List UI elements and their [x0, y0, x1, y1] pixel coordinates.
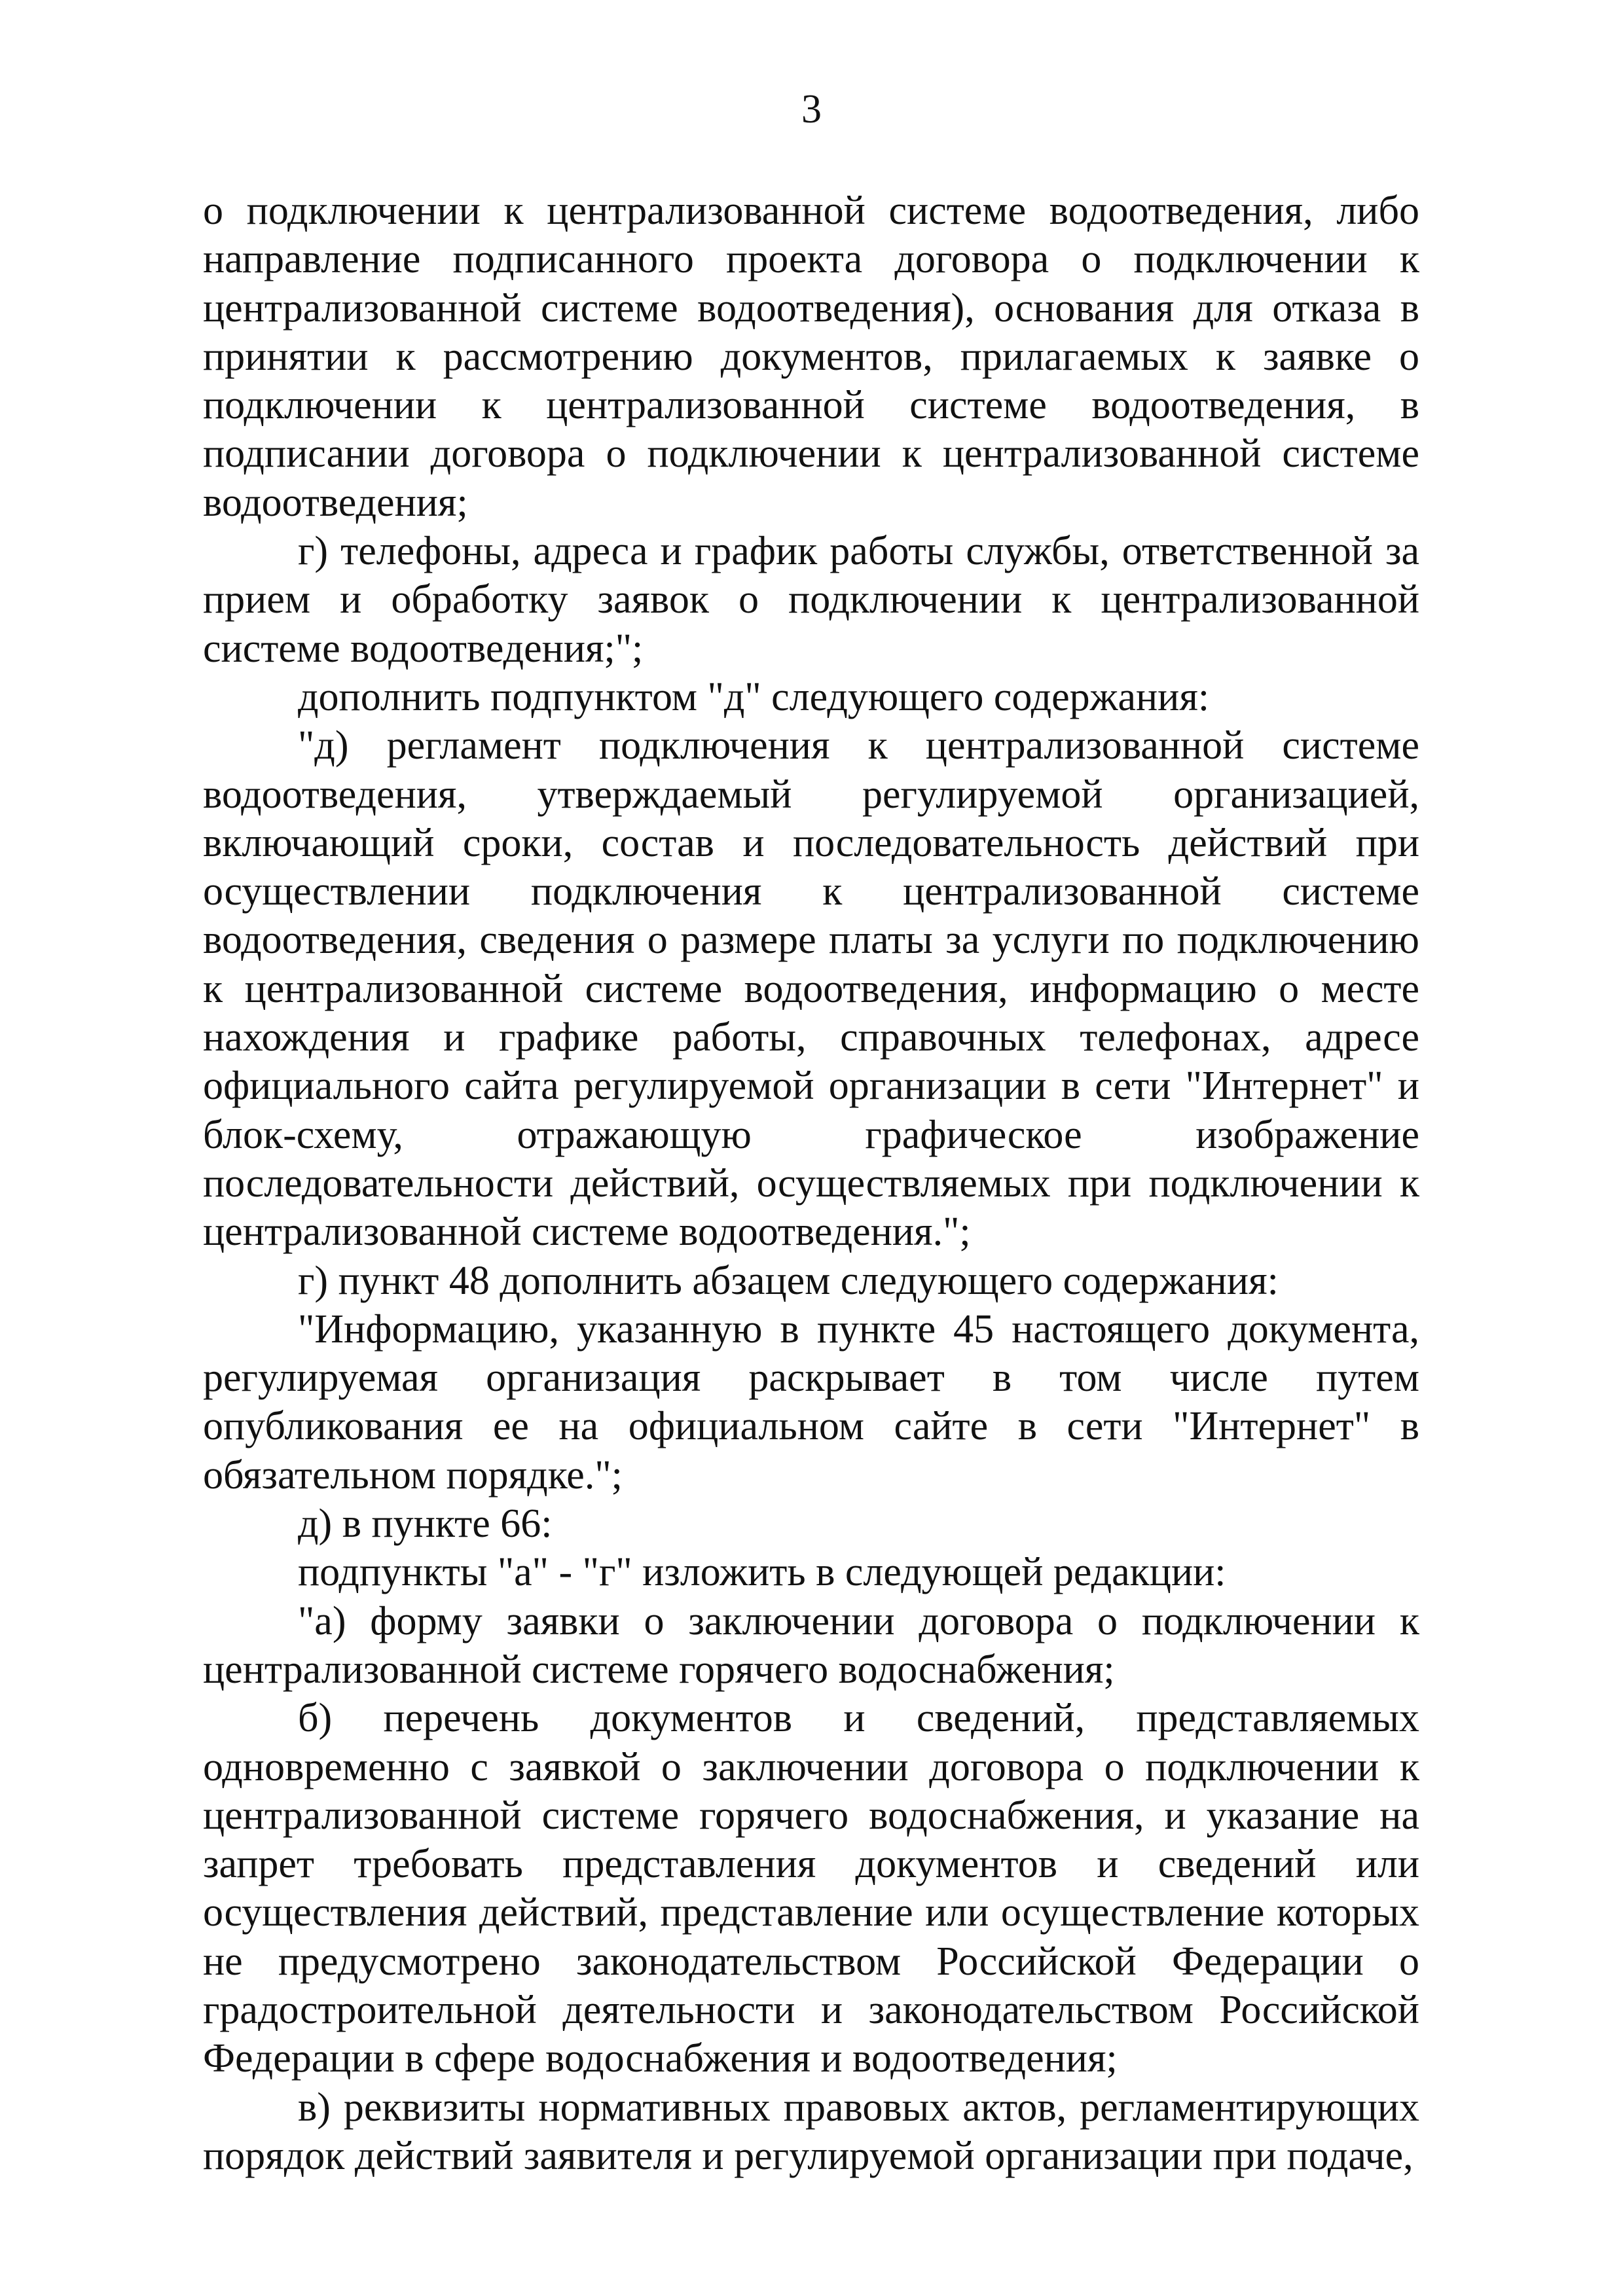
page-number: 3	[801, 87, 822, 132]
paragraph-subitem-v-requisites: в) реквизиты нормативных правовых актов, регламентирующих порядок действий заявителя и регулируемой организации при подаче,	[203, 2085, 1419, 2178]
paragraph-subitem-d-regulation: "д) регламент подключения к централизованной системе водоотведения, утверждаемый регулируемой организацией, включающий сроки, состав и последовательность действий при осуществлении подключения к централизованной системе водоотведения, сведения о размере платы за услуги по подключению к централизованной системе водоотведения, информацию о месте нахождения и графике работы, справочных телефонах, адресе официального сайта регулируемой организации в сети "Интернет" и блок-схему, отражающую графическое изображение последовательности действий, осуществляемых при подключении к централизованной системе водоотведения.";	[203, 723, 1419, 1255]
paragraph-point-48-text: "Информацию, указанную в пункте 45 настоящего документа, регулируемая организация раскрывает в том числе путем опубликования ее на официальном сайте в сети "Интернет" в обязательном порядке.";	[203, 1306, 1419, 1498]
paragraph-point-66: д) в пункте 66:	[298, 1501, 553, 1547]
paragraph-continuation: о подключении к централизованной системе водоотведения, либо направление подписанного проекта договора о подключении к централизованной системе водоотведения), основания для отказа в принятии к рассмотрению документов, прилагаемых к заявке о подключении к централизованной системе водоотведения, в подписании договора о подключении к централизованной системе водоотведения;	[203, 188, 1419, 525]
paragraph-add-subitem-d: дополнить подпунктом "д" следующего содержания:	[298, 674, 1210, 719]
paragraph-subitem-g-phones: г) телефоны, адреса и график работы службы, ответственной за прием и обработку заявок о подключении к централизованной системе водоотведения;";	[203, 529, 1419, 671]
paragraph-subitems-a-g: подпункты "а" - "г" изложить в следующей редакции:	[298, 1550, 1226, 1595]
document-body	[203, 187, 1419, 2180]
paragraph-subitem-b-documents: б) перечень документов и сведений, представляемых одновременно с заявкой о заключении договора о подключении к централизованной системе горячего водоснабжения, и указание на запрет требовать представления документов и сведений или осуществления действий, представление или осуществление которых не предусмотрено законодательством Российской Федерации о градостроительной деятельности и законодательством Российской Федерации в сфере водоснабжения и водоотведения;	[203, 1696, 1419, 2081]
paragraph-point-48: г) пункт 48 дополнить абзацем следующего содержания:	[298, 1258, 1279, 1303]
paragraph-subitem-a-form: "а) форму заявки о заключении договора о подключении к централизованной системе горячего водоснабжения;	[203, 1598, 1419, 1692]
